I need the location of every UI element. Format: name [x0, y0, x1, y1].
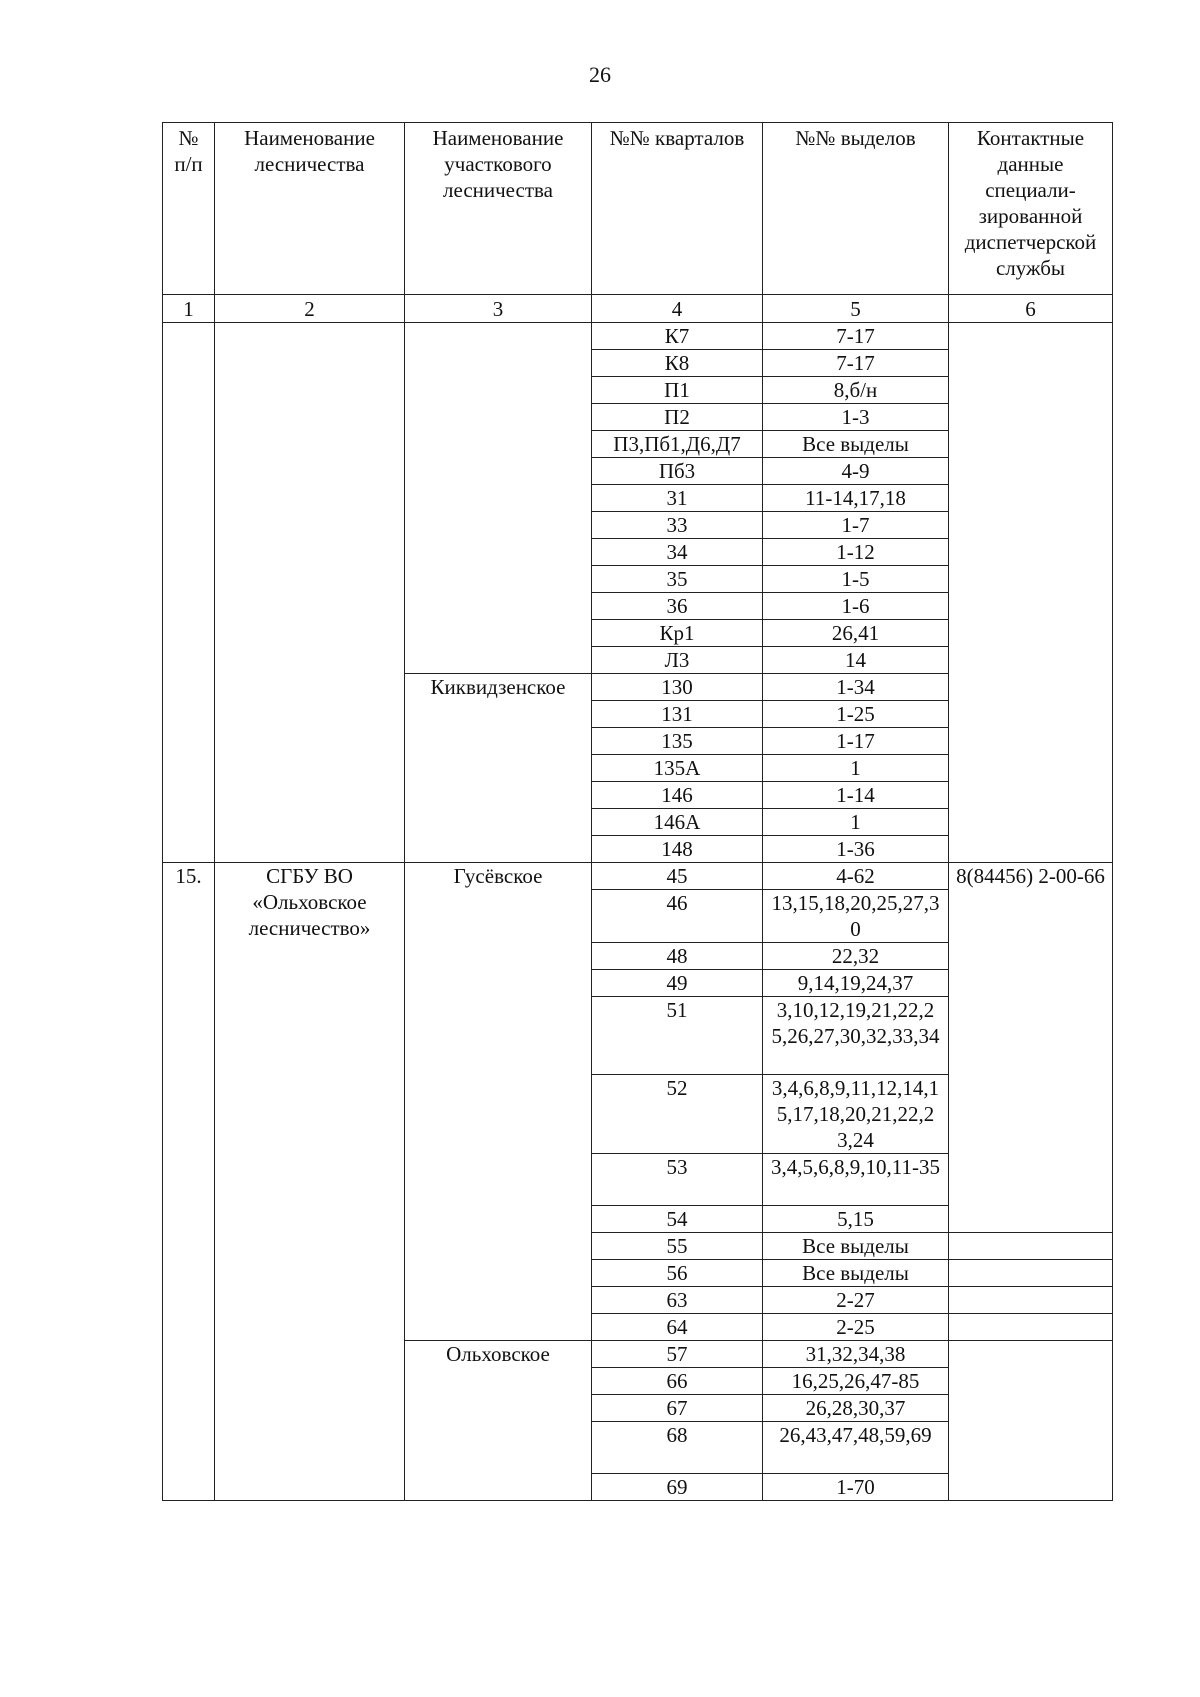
column-number: 4 [592, 295, 763, 323]
header-contacts: Контактные данные специали-зированной диспетчерской службы [949, 123, 1113, 295]
section-numbers: Все выделы [763, 1260, 949, 1287]
quarter-number: 63 [592, 1287, 763, 1314]
quarter-number: 33 [592, 512, 763, 539]
quarter-number: 36 [592, 593, 763, 620]
quarter-number: П3,Пб1,Д6,Д7 [592, 431, 763, 458]
section-numbers: 1-14 [763, 782, 949, 809]
quarter-number: 135А [592, 755, 763, 782]
quarter-number: 68 [592, 1422, 763, 1474]
section-numbers: 26,41 [763, 620, 949, 647]
row-number [163, 323, 215, 863]
quarter-number: 146 [592, 782, 763, 809]
section-numbers: 1-3 [763, 404, 949, 431]
quarter-number: 67 [592, 1395, 763, 1422]
forestry-name [215, 323, 405, 863]
quarter-number: К7 [592, 323, 763, 350]
quarter-number: 131 [592, 701, 763, 728]
section-numbers: 4-62 [763, 863, 949, 890]
section-numbers: 22,32 [763, 943, 949, 970]
section-numbers: 1-12 [763, 539, 949, 566]
quarter-number: 130 [592, 674, 763, 701]
table-body [163, 323, 1113, 1501]
section-numbers: 3,4,6,8,9,11,12,14,15,17,18,20,21,22,23,24 [763, 1075, 949, 1154]
section-numbers: 13,15,18,20,25,27,30 [763, 890, 949, 943]
quarter-number: Кр1 [592, 620, 763, 647]
section-numbers: Все выделы [763, 431, 949, 458]
quarter-number: П2 [592, 404, 763, 431]
district-name: Ольховское [405, 1341, 592, 1501]
column-number: 6 [949, 295, 1113, 323]
quarter-number: 53 [592, 1154, 763, 1206]
section-numbers: Все выделы [763, 1233, 949, 1260]
section-numbers: 1-17 [763, 728, 949, 755]
district-name: Гусёвское [405, 863, 592, 1341]
section-numbers: 3,4,5,6,8,9,10,11-35 [763, 1154, 949, 1206]
section-numbers: 4-9 [763, 458, 949, 485]
quarter-number: 66 [592, 1368, 763, 1395]
section-numbers: 1-34 [763, 674, 949, 701]
section-numbers: 16,25,26,47-85 [763, 1368, 949, 1395]
table-row [163, 863, 1113, 890]
section-numbers: 1-25 [763, 701, 949, 728]
quarter-number: 34 [592, 539, 763, 566]
quarter-number: 148 [592, 836, 763, 863]
quarter-number: 49 [592, 970, 763, 997]
header-forestry: Наименование лесничества [215, 123, 405, 295]
column-number: 2 [215, 295, 405, 323]
section-numbers: 5,15 [763, 1206, 949, 1233]
section-numbers: 2-27 [763, 1287, 949, 1314]
column-number-row [163, 295, 1113, 323]
quarter-number: Пб3 [592, 458, 763, 485]
quarter-number: 135 [592, 728, 763, 755]
quarter-number: 52 [592, 1075, 763, 1154]
section-numbers: 1-6 [763, 593, 949, 620]
section-numbers: 1-5 [763, 566, 949, 593]
contact-data [949, 1287, 1113, 1314]
section-numbers: 14 [763, 647, 949, 674]
forestry-name: СГБУ ВО «Ольховское лесничество» [215, 863, 405, 1501]
section-numbers: 2-25 [763, 1314, 949, 1341]
header-district: Наименование участкового лесничества [405, 123, 592, 295]
row-number: 15. [163, 863, 215, 1501]
quarter-number: 55 [592, 1233, 763, 1260]
quarter-number: 35 [592, 566, 763, 593]
quarter-number: 31 [592, 485, 763, 512]
column-number: 1 [163, 295, 215, 323]
section-numbers: 8,б/н [763, 377, 949, 404]
contact-data: 8(84456) 2-00-66 [949, 863, 1113, 1233]
contact-data [949, 1314, 1113, 1341]
section-numbers: 11-14,17,18 [763, 485, 949, 512]
section-numbers: 1 [763, 809, 949, 836]
header-sections: №№ выделов [763, 123, 949, 295]
header-row [163, 123, 1113, 295]
quarter-number: 146А [592, 809, 763, 836]
section-numbers: 7-17 [763, 323, 949, 350]
contact-data [949, 1260, 1113, 1287]
quarter-number: 51 [592, 997, 763, 1075]
section-numbers: 1-7 [763, 512, 949, 539]
page-number: 26 [589, 62, 611, 87]
header-quarters: №№ кварталов [592, 123, 763, 295]
table-row [163, 323, 1113, 350]
section-numbers: 26,28,30,37 [763, 1395, 949, 1422]
forestry-table [162, 122, 1113, 1501]
quarter-number: 48 [592, 943, 763, 970]
quarter-number: П1 [592, 377, 763, 404]
column-number: 5 [763, 295, 949, 323]
quarter-number: 57 [592, 1341, 763, 1368]
district-name [405, 323, 592, 674]
section-numbers: 1 [763, 755, 949, 782]
section-numbers: 9,14,19,24,37 [763, 970, 949, 997]
quarter-number: 45 [592, 863, 763, 890]
quarter-number: 69 [592, 1474, 763, 1501]
quarter-number: 54 [592, 1206, 763, 1233]
section-numbers: 31,32,34,38 [763, 1341, 949, 1368]
quarter-number: 64 [592, 1314, 763, 1341]
section-numbers: 1-70 [763, 1474, 949, 1501]
quarter-number: 56 [592, 1260, 763, 1287]
header-number: № п/п [163, 123, 215, 295]
section-numbers: 26,43,47,48,59,69 [763, 1422, 949, 1474]
quarter-number: К8 [592, 350, 763, 377]
contact-data [949, 323, 1113, 863]
quarter-number: Л3 [592, 647, 763, 674]
contact-data [949, 1233, 1113, 1260]
column-number: 3 [405, 295, 592, 323]
district-name: Киквидзенское [405, 674, 592, 863]
quarter-number: 46 [592, 890, 763, 943]
section-numbers: 1-36 [763, 836, 949, 863]
section-numbers: 3,10,12,19,21,22,25,26,27,30,32,33,34 [763, 997, 949, 1075]
contact-data [949, 1341, 1113, 1501]
section-numbers: 7-17 [763, 350, 949, 377]
